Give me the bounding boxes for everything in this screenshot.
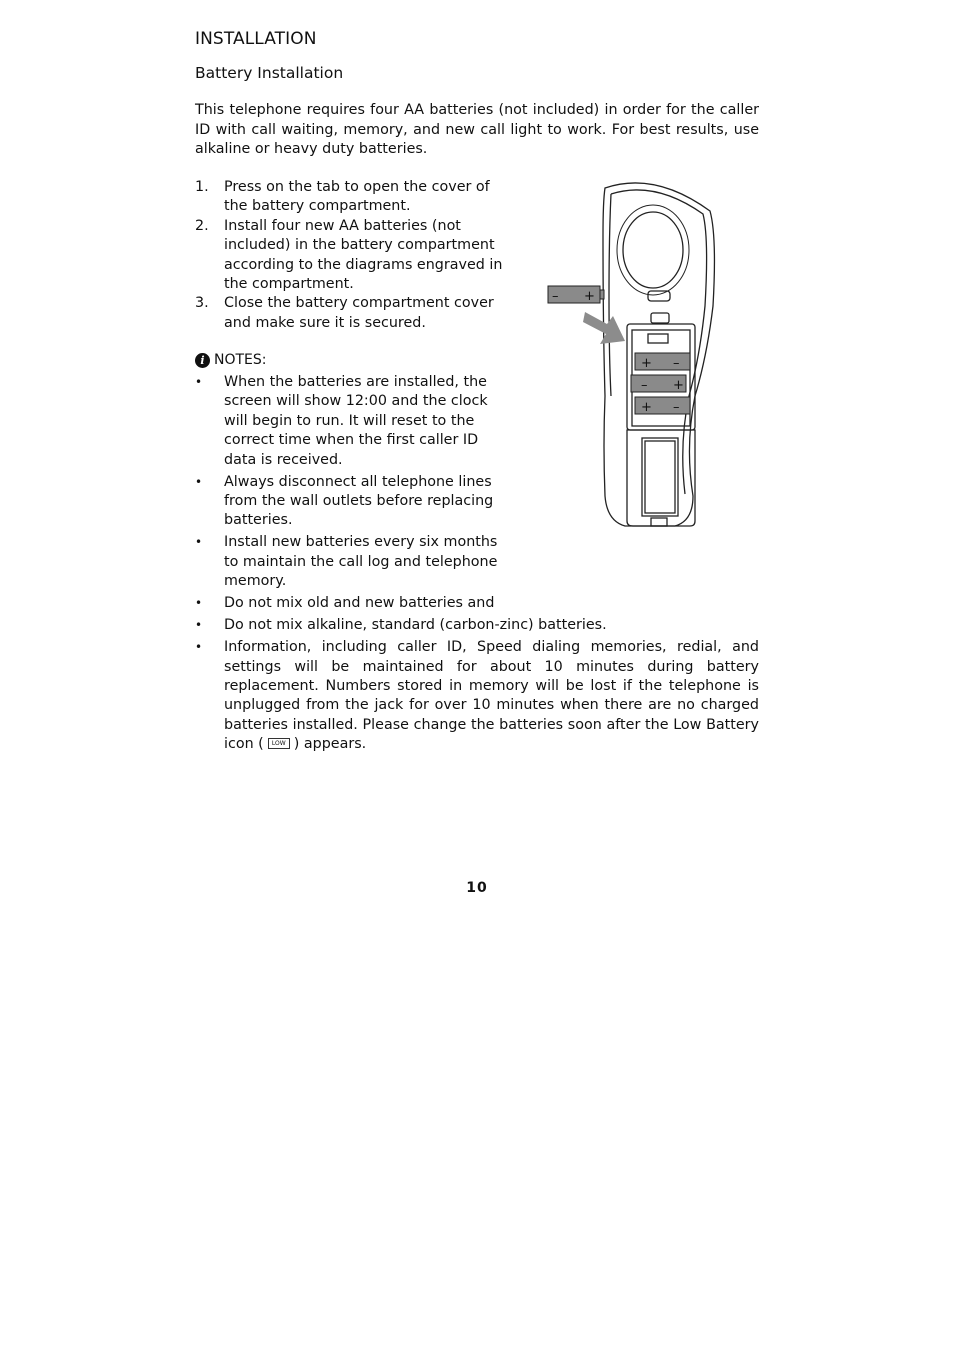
list-item: [195, 533, 759, 591]
bullet-icon: •: [195, 474, 203, 489]
bullet-icon: •: [195, 596, 203, 611]
svg-text:–: –: [552, 289, 559, 304]
note-text: [224, 638, 759, 754]
svg-text:–: –: [673, 356, 680, 371]
note-text-part: Information, including caller ID, Speed dialing memories, redial, and settings will be maintained for about 10 minutes during battery replacement. Numbers stored in memory will be lost if the telephone is unplugged from the jack for over 10 minutes when there are no charged batteries installed. Please change the batteries soon after the Low Battery icon (: [224, 639, 759, 753]
svg-text:–: –: [641, 378, 648, 393]
notes-label: NOTES:: [214, 352, 267, 368]
step-item: [195, 178, 505, 217]
bullet-icon: •: [195, 375, 203, 389]
step-text: Install four new AA batteries (not included) in the battery compartment according to the diagrams engraved in the compartment.: [224, 217, 503, 293]
svg-text:+: +: [641, 400, 652, 415]
phone-outline-icon: [545, 176, 725, 536]
list-item: [195, 638, 759, 754]
installation-steps: [195, 178, 505, 333]
note-text: When the batteries are installed, the screen will show 12:00 and the clock will begin to run. It will reset to the correct time when the first caller ID data is received.: [224, 374, 488, 468]
svg-text:+: +: [641, 356, 652, 371]
note-text: Do not mix old and new batteries and: [224, 595, 495, 612]
battery-installation-figure: [545, 176, 725, 540]
list-item: [195, 594, 759, 613]
svg-text:+: +: [584, 289, 595, 304]
bullet-icon: •: [195, 640, 203, 655]
low-battery-icon: LOW: [268, 738, 290, 749]
step-text: Close the battery compartment cover and make sure it is secured.: [224, 295, 494, 331]
step-item: [195, 294, 505, 333]
note-text-part: ) appears.: [293, 736, 367, 753]
page-number: 10: [466, 880, 488, 896]
step-item: [195, 217, 505, 295]
subsection-heading: Battery Installation: [195, 64, 344, 82]
list-item: [195, 616, 759, 635]
info-icon: i: [195, 353, 210, 368]
battery-icon: [548, 286, 604, 304]
svg-text:–: –: [673, 400, 680, 415]
bullet-icon: •: [195, 535, 203, 550]
notes-heading: [195, 352, 267, 368]
note-text: Install new batteries every six months to maintain the call log and telephone memory.: [224, 534, 498, 590]
svg-text:+: +: [673, 378, 684, 393]
step-number: 3.: [195, 295, 209, 312]
intro-paragraph: This telephone requires four AA batteries (not included) in order for the caller ID with call waiting, memory, and new call light to work. For best results, use alkaline or heavy duty batteries.: [195, 102, 759, 157]
note-text: Always disconnect all telephone lines from the wall outlets before replacing batteries.: [224, 473, 494, 529]
step-number: 2.: [195, 217, 209, 234]
section-heading: INSTALLATION: [195, 29, 317, 49]
step-number: 1.: [195, 179, 209, 195]
step-text: Press on the tab to open the cover of the battery compartment.: [224, 179, 490, 215]
bullet-icon: •: [195, 618, 203, 633]
note-text: Do not mix alkaline, standard (carbon-zinc) batteries.: [224, 617, 607, 634]
